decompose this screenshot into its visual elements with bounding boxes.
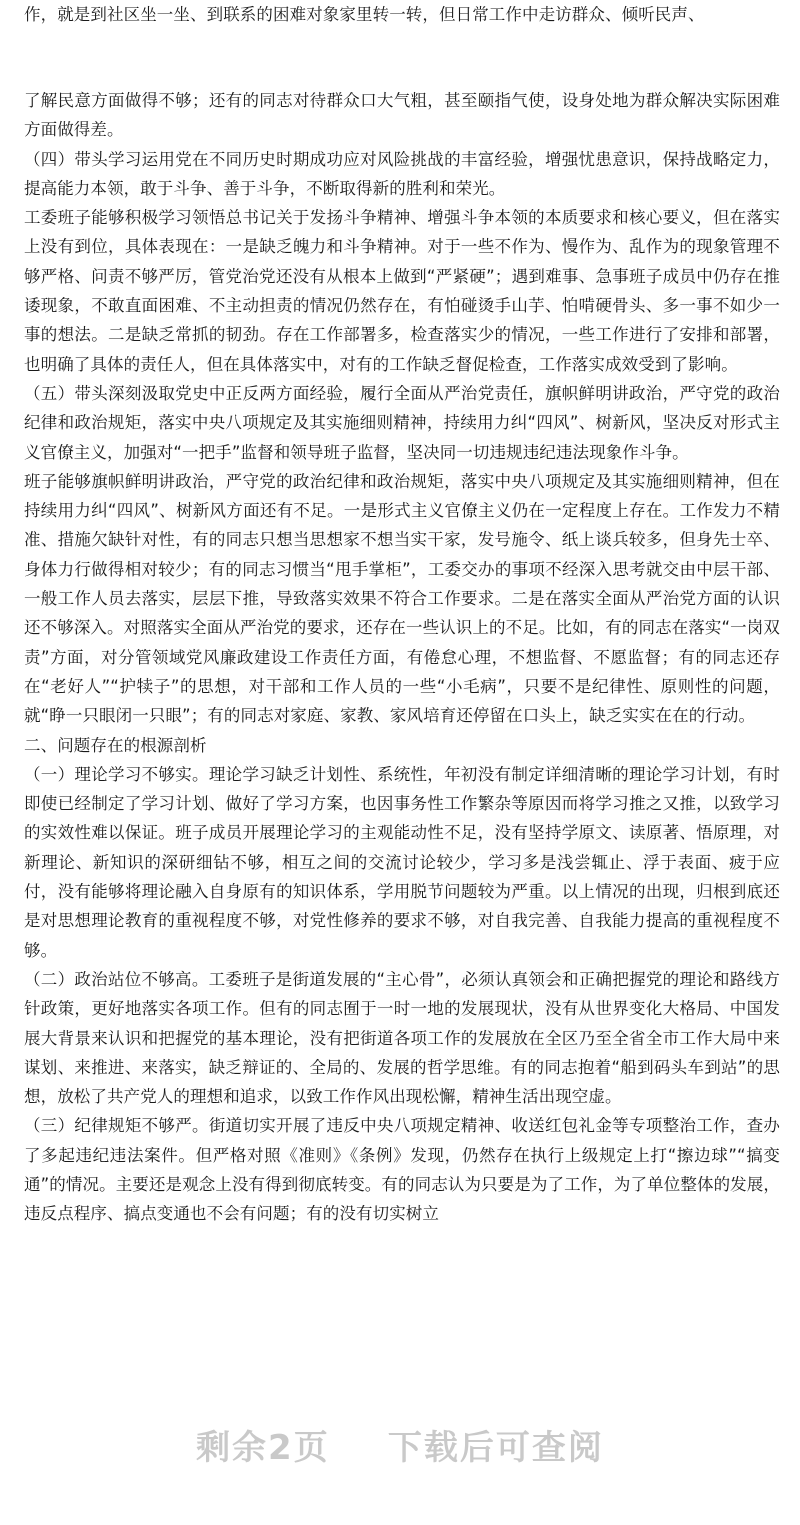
paragraph-3: 工委班子能够积极学习领悟总书记关于发扬斗争精神、增强斗争本领的本质要求和核心要义，但在落实上没有到位，具体表现在：一是缺乏魄力和斗争精神。对于一些不作为、慢作为、乱作为的现象管理不够严格、问责不够严厉，管党治党还没有从根本上做到“严紧硬”；遇到难事、急事班子成员中仍存在推诿现象，不敢直面困难、不主动担责的情况仍然存在，有怕碰烫手山芋、怕啃硬骨头、多一事不如少一事的想法。二是缺乏常抓的韧劲。存在工作部署多，检查落实少的情况，一些工作进行了安排和部署，也明确了具体的责任人，但在具体落实中，对有的工作缺乏督促检查，工作落实成效受到了影响。 (24, 208, 780, 374)
document-body (24, 86, 780, 1229)
paragraph-1: 了解民意方面做得不够；还有的同志对待群众口大气粗，甚至颐指气使，设身处地为群众解决实际困难方面做得差。 (24, 91, 780, 140)
section-heading: 二、问题存在的根源剖析 (24, 735, 207, 755)
paragraph-4: （五）带头深刻汲取党史中正反两方面经验，履行全面从严治党责任，旗帜鲜明讲政治，严守党的政治纪律和政治规矩，落实中央八项规定及其实施细则精神，持续用力纠“四风”、树新风，坚决反对形式主义官僚主义，加强对“一把手”监督和领导班子监督，坚决同一切违规违纪违法现象作斗争。 (24, 383, 780, 462)
paragraph-2: （四）带头学习运用党在不同历史时期成功应对风险挑战的丰富经验，增强忧患意识，保持战略定力，提高能力本领，敢于斗争、善于斗争，不断取得新的胜利和荣光。 (24, 149, 780, 198)
download-footer[interactable] (0, 1420, 800, 1490)
paragraph-6: （一）理论学习不够实。理论学习缺乏计划性、系统性，年初没有制定详细清晰的理论学习计划，有时即使已经制定了学习计划、做好了学习方案，也因事务性工作繁杂等原因而将学习推之又推，以致学习的实效性难以保证。班子成员开展理论学习的主观能动性不足，没有坚持学原文、读原著、悟原理，对新理论、新知识的深研细钻不够，相互之间的交流讨论较少，学习多是浅尝辄止、浮于表面、疲于应付，没有能够将理论融入自身原有的知识体系，学用脱节问题较为严重。以上情况的出现，归根到底还是对思想理论教育的重视程度不够，对党性修养的要求不够，对自我完善、自我能力提高的重视程度不够。 (24, 764, 780, 960)
paragraph-0: 作，就是到社区坐一坐、到联系的困难对象家里转一转，但日常工作中走访群众、倾听民声、 (24, 5, 705, 24)
download-prompt-text[interactable]: 下载后可查阅 (387, 1428, 604, 1468)
top-partial-paragraph (24, 0, 780, 29)
remaining-pages-text: 剩余2页 (196, 1428, 330, 1468)
paragraph-7: （二）政治站位不够高。工委班子是街道发展的“主心骨”，必须认真领会和正确把握党的理论和路线方针政策，更好地落实各项工作。但有的同志囿于一时一地的发展现状，没有从世界变化大格局、中国发展大背景来认识和把握党的基本理论，没有把街道各项工作的发展放在全区乃至全省全市工作大局中来谋划、来推进、来落实，缺乏辩证的、全局的、发展的哲学思维。有的同志抱着“船到码头车到站”的思想，放松了共产党人的理想和追求，以致工作作风出现松懈，精神生活出现空虚。 (24, 969, 780, 1107)
paragraph-8: （三）纪律规矩不够严。街道切实开展了违反中央八项规定精神、收送红包礼金等专项整治工作，查办了多起违纪违法案件。但严格对照《准则》《条例》发现，仍然存在执行上级规定上打“擦边球”“搞变通”的情况。主要还是观念上没有得到彻底转变。有的同志认为只要是为了工作，为了单位整体的发展，违反点程序、搞点变通也不会有问题；有的没有切实树立 (24, 1116, 780, 1224)
paragraph-5: 班子能够旗帜鲜明讲政治，严守党的政治纪律和政治规矩，落实中央八项规定及其实施细则精神，但在持续用力纠“四风”、树新风方面还有不足。一是形式主义官僚主义仍在一定程度上存在。工作发力不精准、措施欠缺针对性，有的同志只想当思想家不想当实干家，发号施令、纸上谈兵较多，但身先士卒、身体力行做得相对较少；有的同志习惯当“甩手掌柜”，工委交办的事项不经深入思考就交由中层干部、一般工作人员去落实，层层下推，导致落实效果不符合工作要求。二是在落实全面从严治党方面的认识还不够深入。对照落实全面从严治党的要求，还存在一些认识上的不足。比如，有的同志在落实“一岗双责”方面，对分管领域党风廉政建设工作责任方面，有倦怠心理，不想监督、不愿监督；有的同志还存在“老好人”“护犊子”的思想，对干部和工作人员的一些“小毛病”，只要不是纪律性、原则性的问题，就“睁一只眼闭一只眼”；有的同志对家庭、家教、家风培育还停留在口头上，缺乏实实在在的行动。 (24, 471, 780, 726)
